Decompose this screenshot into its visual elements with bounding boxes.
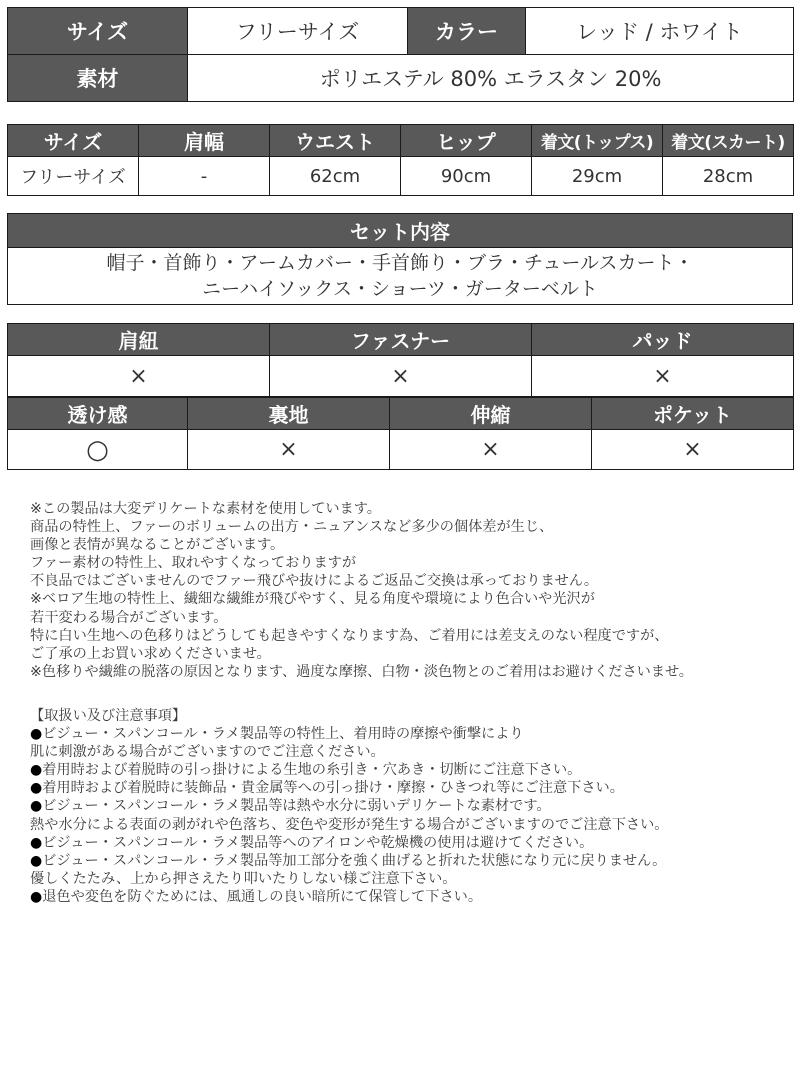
spec-row-size-color (8, 8, 794, 55)
note-line: ※ベロア生地の特性上、繊細な繊維が飛びやすく、見る角度や環境により色合いや光沢が (30, 591, 595, 608)
note-line: 商品の特性上、ファーのボリュームの出方・ニュアンスなど多少の個体差が生じ、 (30, 519, 554, 536)
material-label: 素材 (8, 55, 188, 102)
care-line: ●退色や変色を防ぐためには、風通しの良い暗所にて保管して下さい。 (30, 888, 483, 905)
value-stretch: × (390, 430, 592, 470)
care-line: ●着用時および着脱時に装飾品・貴金属等への引っ掛け・摩擦・ひきつれ等にご注意下さい。 (30, 780, 624, 797)
header-lining: 裏地 (188, 398, 390, 430)
care-line: 優しくたたみ、上から押さえたり叩いたりしない様ご注意下さい。 (30, 870, 457, 887)
note-line: 特に白い生地への色移りはどうしても起きやすくなります為、ご着用には差支えのない程度ですが、 (30, 627, 669, 644)
care-line: 熱や水分による表面の剥がれや色落ち、変色や変形が発生する場合がございますのでご注意下さい。 (30, 816, 669, 833)
care-line: ●ビジュー・スパンコール・ラメ製品等の特性上、着用時の摩擦や衝撃により (30, 726, 524, 743)
care-line: 肌に刺激がある場合がございますのでご注意ください。 (30, 744, 385, 761)
material-value: ポリエステル 80% エラスタン 20% (188, 55, 794, 102)
size-value: フリーサイズ (188, 8, 408, 55)
header-length-tops: 着文(トップス) (532, 125, 663, 157)
set-contents-line-2: ニーハイソックス・ショーツ・ガーターベルト (202, 278, 598, 300)
bullet-icon: ● (30, 762, 43, 779)
value-sheerness: ○ (8, 430, 188, 470)
value-size: フリーサイズ (8, 157, 139, 196)
value-shoulder-strap: × (8, 356, 270, 397)
header-shoulder-width: 肩幅 (139, 125, 270, 157)
set-contents-line-1: 帽子・首飾り・アームカバー・手首飾り・ブラ・チュールスカート・ (106, 252, 694, 274)
header-size: サイズ (8, 125, 139, 157)
value-lining: × (188, 430, 390, 470)
value-pocket: × (592, 430, 794, 470)
note-line: ファー素材の特性上、取れやすくなっておりますが (30, 555, 357, 572)
value-shoulder-width: - (139, 157, 270, 196)
header-zipper: ファスナー (270, 324, 532, 356)
note-line: 不良品ではございませんのでファー飛びや抜けによるご返品ご交換は承っておりません。 (30, 573, 599, 590)
care-title: 【取扱い及び注意事項】 (30, 708, 187, 724)
size-label: サイズ (8, 8, 188, 55)
value-length-skirt: 28cm (663, 157, 794, 196)
features-table-2 (7, 397, 794, 470)
header-hip: ヒップ (401, 125, 532, 157)
header-pocket: ポケット (592, 398, 794, 430)
care-line: ●ビジュー・スパンコール・ラメ製品等は熱や水分に弱いデリケートな素材です。 (30, 798, 551, 815)
header-shoulder-strap: 肩紐 (8, 324, 270, 356)
value-pad: × (532, 356, 794, 397)
color-value: レッド / ホワイト (526, 8, 794, 55)
measurement-header-row (8, 125, 794, 157)
measurement-value-row (8, 157, 794, 196)
color-label: カラー (408, 8, 526, 55)
note-line: ご了承の上お買い求めくださいませ。 (30, 645, 271, 662)
note-line: 画像と表情が異なることがございます。 (30, 537, 285, 554)
bullet-icon: ● (30, 726, 43, 743)
features-table-1 (7, 323, 794, 397)
header-waist: ウエスト (270, 125, 401, 157)
header-length-skirt: 着文(スカート) (663, 125, 794, 157)
spec-table (7, 7, 794, 102)
bullet-icon: ● (30, 888, 43, 905)
bullet-icon: ● (30, 780, 43, 797)
care-line: ●ビジュー・スパンコール・ラメ製品等加工部分を強く曲げると折れた状態になり元に戻りません。 (30, 852, 667, 869)
note-line: 若干変わる場合がございます。 (30, 609, 228, 626)
care-instructions (30, 707, 790, 906)
header-stretch: 伸縮 (390, 398, 592, 430)
set-contents-header: セット内容 (8, 214, 793, 248)
measurement-table (7, 124, 794, 196)
set-contents-body (8, 248, 793, 305)
care-line: ●ビジュー・スパンコール・ラメ製品等へのアイロンや乾燥機の使用は避けてください。 (30, 834, 594, 851)
care-line: ●着用時および着脱時の引っ掛けによる生地の糸引き・穴あき・切断にご注意下さい。 (30, 762, 582, 779)
note-line: ※色移りや繊維の脱落の原因となります、過度な摩擦、白物・淡色物とのご着用はお避けくださいませ。 (30, 663, 693, 680)
header-sheerness: 透け感 (8, 398, 188, 430)
product-notes (30, 500, 790, 681)
value-zipper: × (270, 356, 532, 397)
bullet-icon: ● (30, 852, 43, 869)
header-pad: パッド (532, 324, 794, 356)
set-contents-table (7, 213, 793, 305)
bullet-icon: ● (30, 834, 43, 851)
bullet-icon: ● (30, 798, 43, 815)
value-waist: 62cm (270, 157, 401, 196)
value-length-tops: 29cm (532, 157, 663, 196)
spec-row-material (8, 55, 794, 102)
note-line: ※この製品は大変デリケートな素材を使用しています。 (30, 501, 381, 517)
value-hip: 90cm (401, 157, 532, 196)
